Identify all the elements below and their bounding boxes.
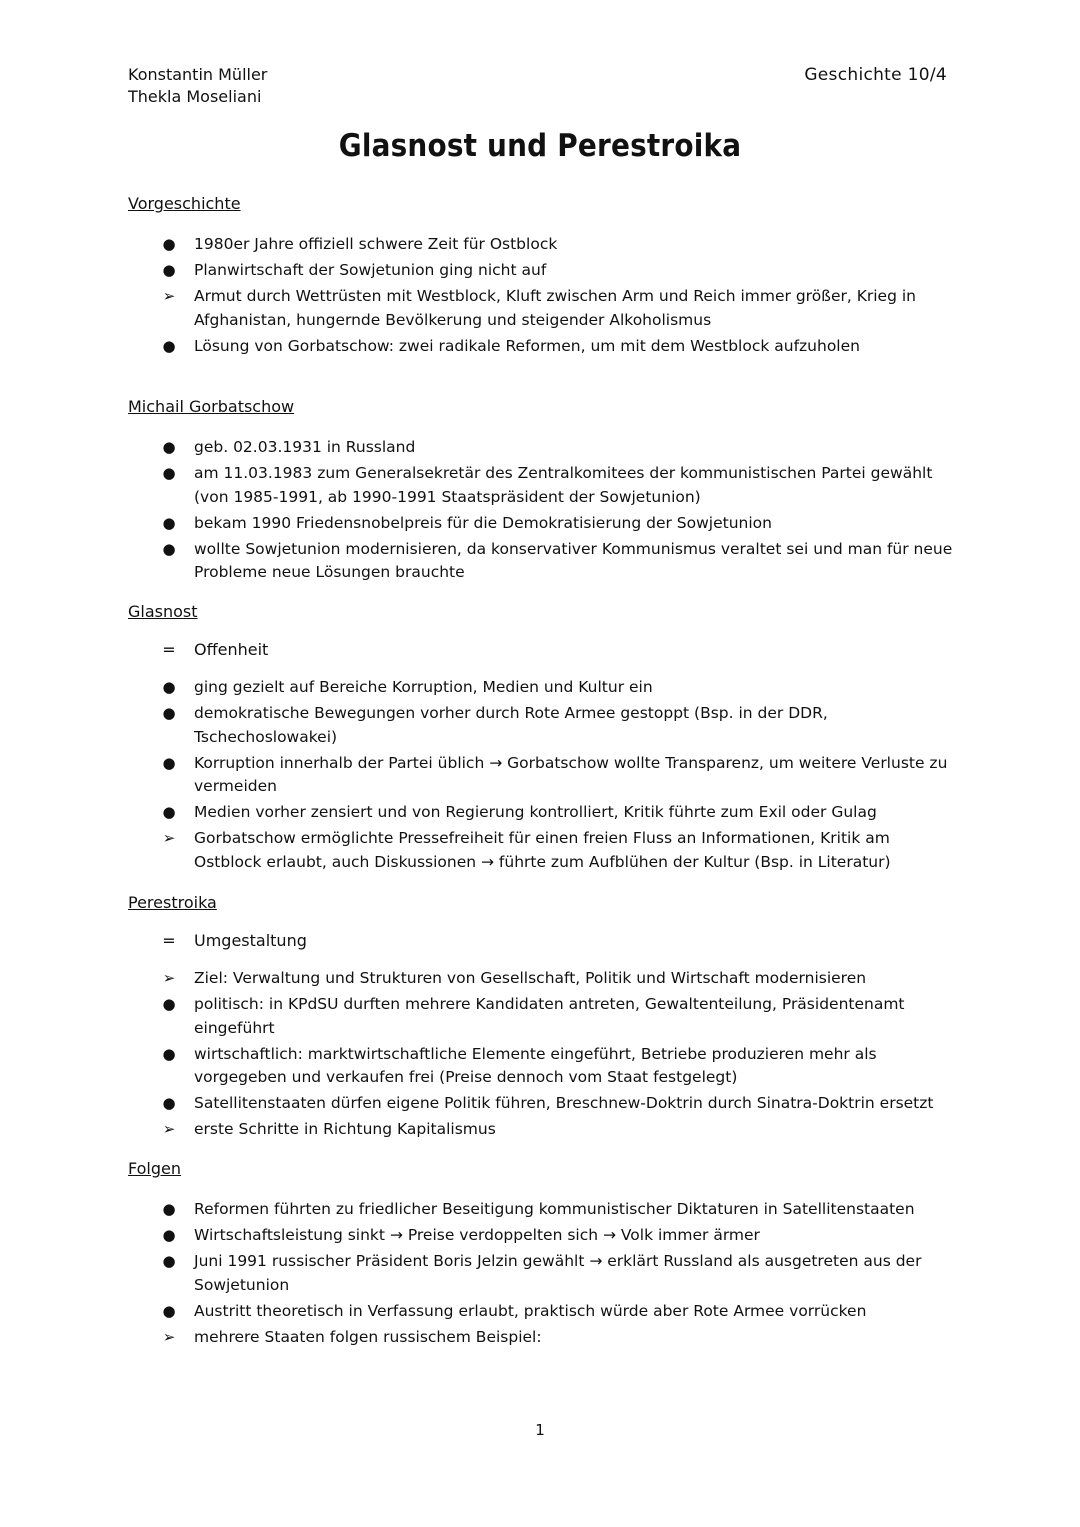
item-text: Korruption innerhalb der Partei üblich → Gorbatschow wollte Transparenz, um weitere Verluste zu vermeiden xyxy=(194,753,948,795)
item-text: am 11.03.1983 zum Generalsekretär des Zentralkomitees der kommunistischen Partei gewählt (von 1985-1991, ab 1990-1991 Staatspräsident der Sowjetunion) xyxy=(194,464,933,506)
bullet-icon: ● xyxy=(162,1301,176,1320)
bullet-list xyxy=(128,233,958,358)
bullet-list xyxy=(128,676,958,874)
list-item xyxy=(128,335,958,359)
arrow-bullet-icon: ➢ xyxy=(162,969,176,987)
bullet-list xyxy=(128,1198,958,1349)
definition-text: Offenheit xyxy=(194,640,269,659)
section-vorgeschichte xyxy=(128,193,958,361)
bullet-icon: ● xyxy=(162,995,176,1013)
list-item xyxy=(128,512,958,536)
bullet-icon: ● xyxy=(162,464,176,482)
bullet-icon: ● xyxy=(162,1252,176,1270)
item-text: Medien vorher zensiert und von Regierung kontrolliert, Kritik führte zum Exil oder Gulag xyxy=(194,803,877,821)
item-text: Planwirtschaft der Sowjetunion ging nicht auf xyxy=(194,261,547,279)
list-item xyxy=(128,801,958,825)
item-text: Lösung von Gorbatschow: zwei radikale Reformen, um mit dem Westblock aufzuholen xyxy=(194,336,860,355)
bullet-list xyxy=(128,436,958,585)
section-heading: Michail Gorbatschow xyxy=(128,397,295,416)
bullet-icon: ● xyxy=(162,753,176,772)
list-item xyxy=(128,1118,958,1142)
list-item xyxy=(128,1326,958,1350)
list-item xyxy=(128,462,958,509)
list-item xyxy=(128,259,958,283)
definition xyxy=(128,639,958,661)
section-folgen xyxy=(128,1158,958,1352)
course-label: Geschichte 10/4 xyxy=(804,65,947,85)
list-item xyxy=(128,538,958,585)
document-title: Glasnost und Perestroika xyxy=(338,128,742,164)
list-item xyxy=(128,993,958,1040)
list-item xyxy=(128,1300,958,1324)
definition-text: Umgestaltung xyxy=(194,931,307,950)
item-text: bekam 1990 Friedensnobelpreis für die Demokratisierung der Sowjetunion xyxy=(194,513,772,532)
section-heading: Glasnost xyxy=(128,602,198,621)
list-item xyxy=(128,285,958,332)
section-perestroika xyxy=(128,892,958,1144)
bullet-icon: ● xyxy=(162,539,176,558)
bullet-icon: ● xyxy=(162,336,176,355)
list-item xyxy=(128,752,958,799)
list-item xyxy=(128,967,958,991)
list-item xyxy=(128,1224,958,1248)
arrow-bullet-icon: ➢ xyxy=(162,829,176,847)
section-heading: Vorgeschichte xyxy=(128,194,241,213)
arrow-bullet-icon: ➢ xyxy=(162,287,176,305)
item-text: Wirtschaftsleistung sinkt → Preise verdoppelten sich → Volk immer ärmer xyxy=(194,1226,760,1244)
item-text: Juni 1991 russischer Präsident Boris Jelzin gewählt → erklärt Russland als ausgetreten aus der Sowjetunion xyxy=(194,1252,922,1294)
item-text: geb. 02.03.1931 in Russland xyxy=(194,438,416,456)
list-item xyxy=(128,1250,958,1297)
bullet-icon: ● xyxy=(162,513,176,532)
list-item xyxy=(128,676,958,700)
bullet-icon: ● xyxy=(162,1200,176,1218)
item-text: politisch: in KPdSU durften mehrere Kandidaten antreten, Gewaltenteilung, Präsidentenamt eingeführt xyxy=(194,995,905,1037)
list-item xyxy=(128,827,958,874)
item-text: erste Schritte in Richtung Kapitalismus xyxy=(194,1120,496,1138)
author-name: Konstantin Müller xyxy=(128,65,268,84)
item-text: Gorbatschow ermöglichte Pressefreiheit für einen freien Fluss an Informationen, Kritik am Ostblock erlaubt, auch Diskussionen → führte zum Aufblühen der Kultur (Bsp. in Literatur) xyxy=(194,829,891,871)
item-text: Satellitenstaaten dürfen eigene Politik führen, Breschnew-Doktrin durch Sinatra-Doktrin ersetzt xyxy=(194,1094,934,1112)
authors xyxy=(128,64,267,108)
bullet-icon: ● xyxy=(162,1226,176,1244)
arrow-bullet-icon: ➢ xyxy=(162,1120,176,1138)
item-text: Reformen führten zu friedlicher Beseitigung kommunistischer Diktaturen in Satellitenstaaten xyxy=(194,1200,915,1218)
item-text: mehrere Staaten folgen russischem Beispiel: xyxy=(194,1327,542,1346)
list-item xyxy=(128,233,958,257)
bullet-list xyxy=(128,967,958,1142)
section-heading: Folgen xyxy=(128,1159,182,1178)
page-number: 1 xyxy=(535,1421,545,1439)
section-glasnost xyxy=(128,601,958,877)
list-item xyxy=(128,1092,958,1116)
bullet-icon: ● xyxy=(162,678,176,696)
list-item xyxy=(128,1043,958,1090)
item-text: wirtschaftlich: marktwirtschaftliche Elemente eingeführt, Betriebe produzieren mehr als vorgegeben und verkaufen frei (Preise dennoch vom Staat festgelegt) xyxy=(194,1044,877,1086)
list-item xyxy=(128,702,958,749)
item-text: ging gezielt auf Bereiche Korruption, Medien und Kultur ein xyxy=(194,678,653,696)
item-text: 1980er Jahre offiziell schwere Zeit für Ostblock xyxy=(194,235,558,253)
section-heading: Perestroika xyxy=(128,893,217,912)
equals-icon: = xyxy=(162,931,176,950)
section-gorbatschow xyxy=(128,396,958,587)
item-text: Armut durch Wettrüsten mit Westblock, Kluft zwischen Arm und Reich immer größer, Krieg in Afghanistan, hungernde Bevölkerung und steigender Alkoholismus xyxy=(194,287,916,329)
arrow-bullet-icon: ➢ xyxy=(162,1327,176,1346)
item-text: Ziel: Verwaltung und Strukturen von Gesellschaft, Politik und Wirtschaft modernisieren xyxy=(194,969,867,987)
bullet-icon: ● xyxy=(162,704,176,722)
item-text: wollte Sowjetunion modernisieren, da konservativer Kommunismus veraltet sei und man für neue Probleme neue Lösungen brauchte xyxy=(194,539,953,581)
bullet-icon: ● xyxy=(162,1094,176,1112)
bullet-icon: ● xyxy=(162,438,176,456)
definition xyxy=(128,930,958,952)
bullet-icon: ● xyxy=(162,803,176,821)
bullet-icon: ● xyxy=(162,1044,176,1063)
bullet-icon: ● xyxy=(162,235,176,253)
equals-icon: = xyxy=(162,640,176,659)
list-item xyxy=(128,1198,958,1222)
item-text: demokratische Bewegungen vorher durch Rote Armee gestoppt (Bsp. in der DDR, Tschechoslowakei) xyxy=(194,704,828,746)
list-item xyxy=(128,436,958,460)
bullet-icon: ● xyxy=(162,261,176,279)
item-text: Austritt theoretisch in Verfassung erlaubt, praktisch würde aber Rote Armee vorrücken xyxy=(194,1301,867,1320)
author-name: Thekla Moseliani xyxy=(128,87,262,106)
